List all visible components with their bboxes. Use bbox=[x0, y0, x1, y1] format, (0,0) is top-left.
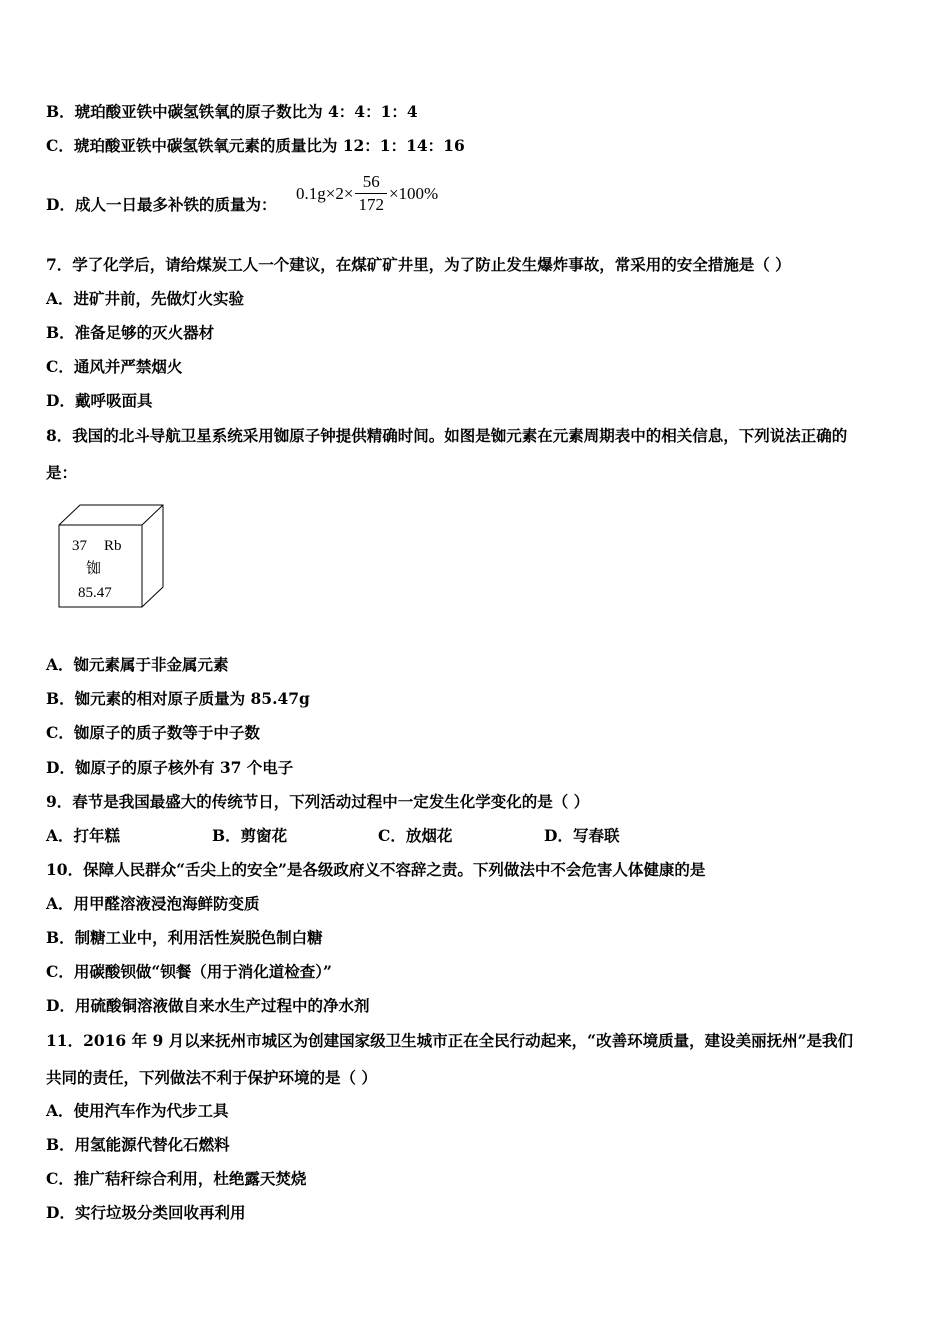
q8-stem-line1: 8．我国的北斗导航卫星系统采用铷原子钟提供精确时间。如图是铷元素在元素周期表中的相关信息，下列说法正确的 bbox=[46, 426, 848, 445]
formula-suffix: ×100% bbox=[388, 183, 439, 203]
q8-option-c: C．铷原子的质子数等于中子数 bbox=[46, 723, 260, 742]
q8-option-a: A．铷元素属于非金属元素 bbox=[46, 655, 229, 674]
q11-stem-line1: 11．2016 年 9 月以来抚州市城区为创建国家级卫生城市正在全民行动起来，“改善环境质量，建设美丽抚州”是我们 bbox=[46, 1031, 854, 1050]
q10-option-c: C．用碳酸钡做“钡餐（用于消化道检查）” bbox=[46, 962, 332, 981]
formula-times: ×2× bbox=[325, 183, 354, 203]
q7-option-b: B．准备足够的灭火器材 bbox=[46, 323, 215, 342]
q9-options-row bbox=[46, 826, 619, 846]
q7-option-c: C．通风并严禁烟火 bbox=[46, 357, 183, 376]
q7-option-a: A．进矿井前，先做灯火实验 bbox=[46, 289, 245, 308]
q7-option-d: D．戴呼吸面具 bbox=[46, 391, 153, 410]
q8-stem-line2: 是： bbox=[46, 463, 78, 482]
q6-option-b: B．琥珀酸亚铁中碳氢铁氧的原子数比为 4：4：1：4 bbox=[46, 102, 418, 121]
q10-option-d: D．用硫酸铜溶液做自来水生产过程中的净水剂 bbox=[46, 996, 370, 1015]
formula-numerator: 56 bbox=[362, 172, 380, 191]
q9-option-a: A．打年糕 bbox=[46, 826, 121, 845]
q9-option-c: C．放烟花 bbox=[378, 826, 453, 845]
element-name: 铷 bbox=[86, 561, 102, 577]
element-atomic-mass: 85.47 bbox=[78, 585, 112, 601]
element-atomic-number: 37 bbox=[72, 538, 87, 554]
q11-option-c: C．推广秸秆综合利用，杜绝露天焚烧 bbox=[46, 1169, 307, 1188]
q8-option-b: B．铷元素的相对原子质量为 85.47g bbox=[46, 689, 310, 708]
q9-option-d: D．写春联 bbox=[544, 826, 620, 845]
q6-option-c: C．琥珀酸亚铁中碳氢铁氧元素的质量比为 12：1：14：16 bbox=[46, 136, 465, 155]
rubidium-element-cell bbox=[58, 503, 168, 609]
q11-option-d: D．实行垃圾分类回收再利用 bbox=[46, 1203, 246, 1222]
q10-option-a: A．用甲醛溶液浸泡海鲜防变质 bbox=[46, 894, 260, 913]
q10-stem: 10．保障人民群众“舌尖上的安全”是各级政府义不容辞之责。下列做法中不会危害人体健康的是 bbox=[46, 860, 706, 879]
q9-option-b: B．剪窗花 bbox=[212, 826, 288, 845]
formula-fraction bbox=[355, 172, 387, 215]
q7-stem: 7．学了化学后，请给煤炭工人一个建议，在煤矿矿井里，为了防止发生爆炸事故，常采用的安全措施是（ ） bbox=[46, 255, 791, 274]
formula-denominator: 172 bbox=[355, 193, 387, 215]
element-symbol: Rb bbox=[104, 538, 122, 554]
q11-stem-line2: 共同的责任，下列做法不利于保护环境的是（ ） bbox=[46, 1068, 377, 1087]
q8-option-d: D．铷原子的原子核外有 37 个电子 bbox=[46, 758, 294, 777]
q6-option-d-text: D．成人一日最多补铁的质量为： bbox=[46, 195, 277, 214]
formula-prefix: 0.1g bbox=[296, 183, 326, 203]
q9-stem: 9．春节是我国最盛大的传统节日，下列活动过程中一定发生化学变化的是（ ） bbox=[46, 792, 590, 811]
q6-iron-formula bbox=[296, 172, 438, 215]
q11-option-b: B．用氢能源代替化石燃料 bbox=[46, 1135, 230, 1154]
q11-option-a: A．使用汽车作为代步工具 bbox=[46, 1101, 229, 1120]
q10-option-b: B．制糖工业中，利用活性炭脱色制白糖 bbox=[46, 928, 323, 947]
